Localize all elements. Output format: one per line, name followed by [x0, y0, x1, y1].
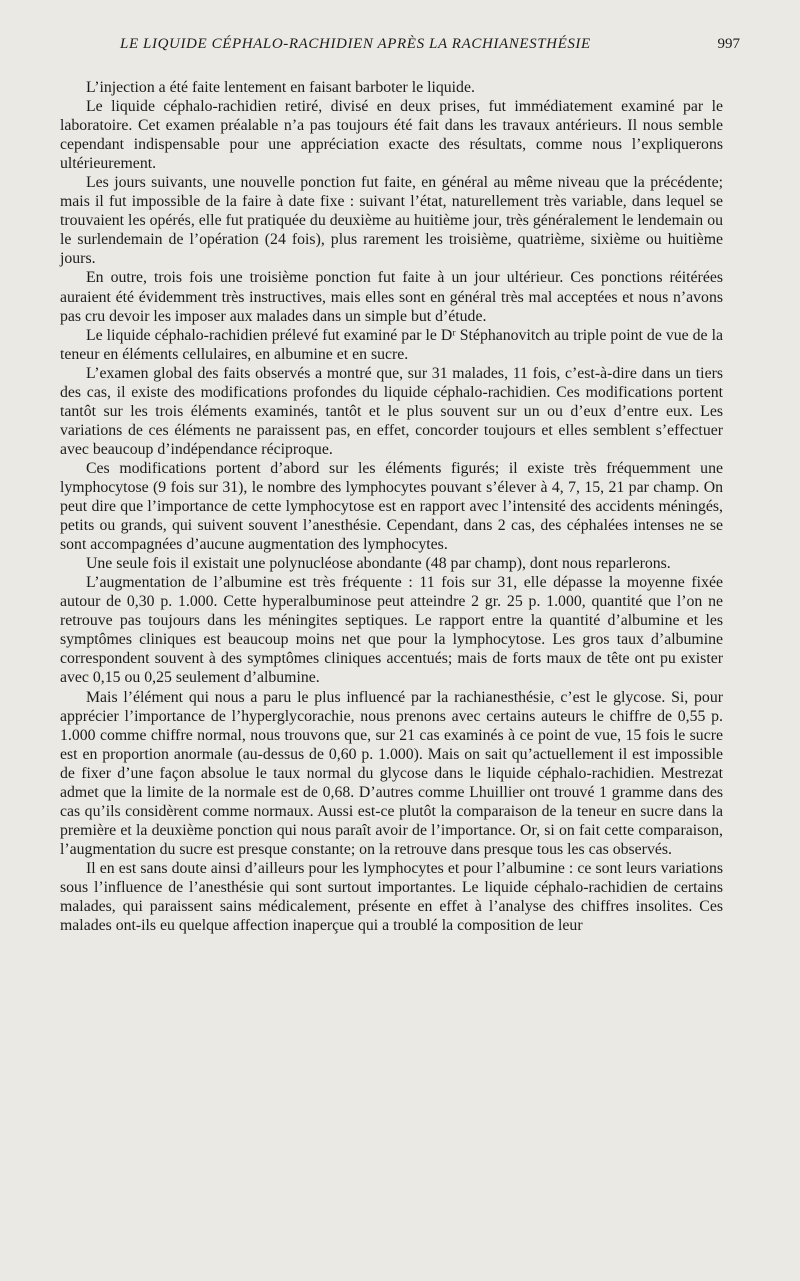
paragraph-laboratory-analysis: Le liquide céphalo-rachidien prélevé fut examiné par le Dʳ Stéphanovitch au triple point de vue de la teneur en éléments cellulaires, en albumine et en sucre. [60, 326, 723, 363]
paragraph-first-examination: Le liquide céphalo-rachidien retiré, divisé en deux prises, fut immédiatement examiné par le laboratoire. Cet examen préalable n’a pas toujours été fait dans les travaux antérieurs. Il nous semble cependant indispensable pour une appréciation exacte des résultats, comme nous l’expliquerons ultérieurement. [60, 98, 723, 173]
running-head [60, 36, 740, 58]
paragraph-polynucleosis: Une seule fois il existait une polynucléose abondante (48 par champ), dont nous reparlerons. [86, 555, 671, 573]
body-text [60, 78, 723, 935]
paragraph-glucose: Mais l’élément qui nous a paru le plus influencé par la rachianesthésie, c’est le glycose. Si, pour apprécier l’importance de l’hyperglycorachie, nous prenons avec certains auteurs le chiffre de 0,55 p. 1.000 comme chiffre normal, nous trouvons que, sur 21 cas examinés à ce point de vue, 15 fois le sucre est en proportion anormale (au-dessus de 0,60 p. 1.000). Mais on sait qu’actuellement il est impossible de fixer d’une façon absolue le taux normal du glycose dans le liquide céphalo-rachidien. Mestrezat admet que la limite de la normale est de 0,68. D’autres comme Lhuillier ont trouvé 1 gramme dans des cas qu’ils considèrent comme normaux. Aussi est-ce plutôt la comparaison de la teneur en sucre dans la première et la deuxième ponction qui nous paraît avoir de l’importance. Or, si on fait cette comparaison, l’augmentation du sucre est presque constante; on la retrouve dans presque tous les cas observés. [60, 688, 723, 858]
running-title: LE LIQUIDE CÉPHALO-RACHIDIEN APRÈS LA RACHIANESTHÉSIE [120, 36, 591, 52]
page-number: 997 [717, 36, 740, 52]
paragraph-albumin: L’augmentation de l’albumine est très fréquente : 11 fois sur 31, elle dépasse la moyenne fixée autour de 0,30 p. 1.000. Cette hyperalbuminose peut atteindre 2 gr. 25 p. 1.000, quantité que l’on ne retrouve pas toujours dans les méningites septiques. Le rapport entre la quantité d’albumine et les symptômes cliniques est beaucoup moins net que pour la lymphocytose. Les gros taux d’albumine correspondent souvent à des symptômes cliniques accentués; mais de forts maux de tête ont pu exister avec 0,15 ou 0,25 seulement d’albumine. [60, 574, 723, 687]
paragraph-global-findings: L’examen global des faits observés a montré que, sur 31 malades, 11 fois, c’est-à-dire dans un tiers des cas, il existe des modifications profondes du liquide céphalo-rachidien. Ces modifications portent tantôt sur les trois éléments examinés, tantôt et le plus souvent sur un ou d’eux d’entre eux. Les variations de ces éléments ne paraissent pas, en effet, concorder toujours et elles semblent s’effectuer avec beaucoup d’indépendance réciproque. [60, 364, 723, 458]
paragraph-third-puncture: En outre, trois fois une troisième ponction fut faite à un jour ultérieur. Ces ponctions réitérées auraient été évidemment très instructives, mais elles sont en général très mal acceptées et nous n’avons pas cru devoir les imposer aux malades dans un simple but d’étude. [60, 269, 723, 325]
paragraph-second-puncture: Les jours suivants, une nouvelle ponction fut faite, en général au même niveau que la précédente; mais il fut impossible de la faire à date fixe : suivant l’état, naturellement très variable, dans lequel se trouvaient les opérés, elle fut pratiquée du deuxième au huitième jour, très généralement le lendemain ou le surlendemain de l’opération (24 fois), plus rarement les troisième, quatrième, sixième ou huitième jours. [60, 174, 723, 268]
paragraph-variations: Il en est sans doute ainsi d’ailleurs pour les lymphocytes et pour l’albumine : ce sont leurs variations sous l’influence de l’anesthésie qui sont surtout importantes. Le liquide céphalo-rachidien de certains malades, qui paraissent sains médicalement, présente en effet à l’analyse des chiffres insolites. Ces malades ont-ils eu quelque affection inaperçue qui a troublé la composition de leur [60, 859, 723, 935]
paragraph-injection: L’injection a été faite lentement en faisant barboter le liquide. [86, 79, 475, 96]
paragraph-lymphocytosis: Ces modifications portent d’abord sur les éléments figurés; il existe très fréquemment une lymphocytose (9 fois sur 31), le nombre des lymphocytes pouvant s’élever à 4, 7, 15, 21 par champ. On peut dire que l’importance de cette lymphocytose est en rapport avec l’intensité des accidents méningés, petits ou grands, qui suivent souvent l’anesthésie. Cependant, dans 2 cas, des céphalées intenses ne se sont accompagnées d’aucune augmentation des lymphocytes. [60, 459, 723, 554]
